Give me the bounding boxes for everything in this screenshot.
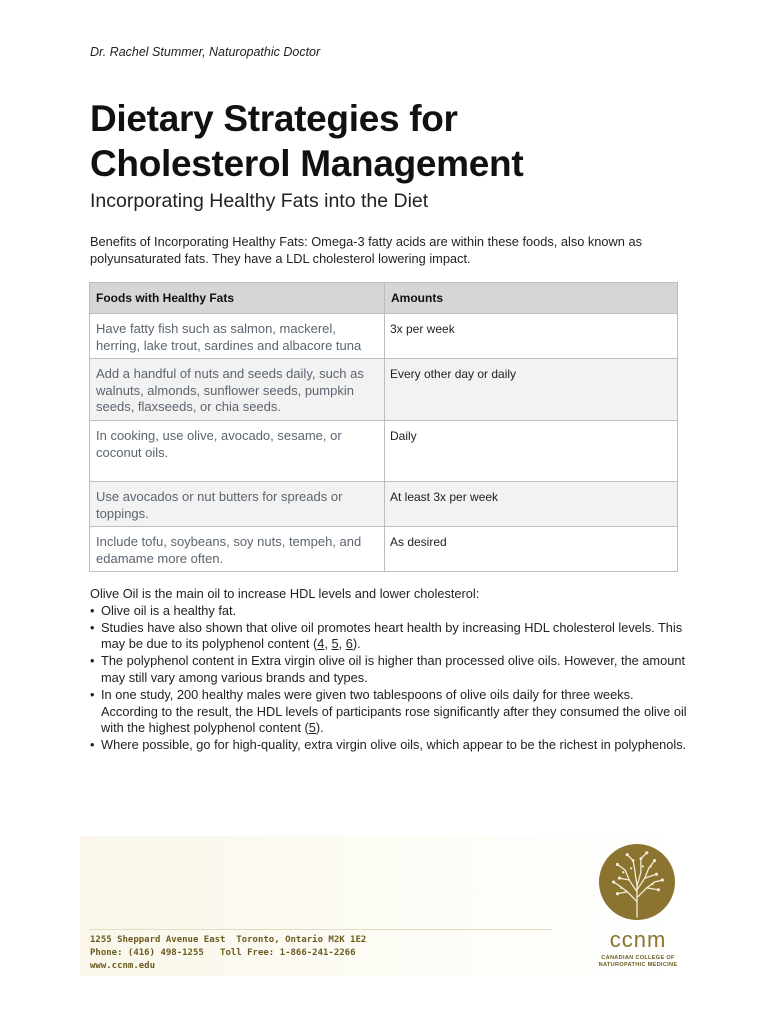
list-item: • Olive oil is a healthy fat. (90, 603, 690, 620)
amount-cell: As desired (385, 527, 678, 572)
ccnm-logo-text: ccnm (609, 927, 667, 952)
table-row (90, 314, 678, 359)
reference-link[interactable]: 4 (317, 636, 325, 652)
footer-web: www.ccnm.edu (90, 961, 156, 971)
reference-link[interactable]: 6 (345, 636, 353, 652)
list-item: • The polyphenol content in Extra virgin olive oil is higher than processed olive oils. However, the amount may still vary among various brands and types. (90, 653, 690, 687)
list-item: • Studies have also shown that olive oil promotes heart health by increasing HDL cholesterol levels. This may be due to its polyphenol content (4, 5, 6). (90, 620, 690, 654)
table-row (90, 359, 678, 421)
food-cell: Include tofu, soybeans, soy nuts, tempeh, and edamame more often. (90, 527, 385, 572)
table-row (90, 527, 678, 572)
olive-oil-list (90, 603, 690, 754)
ccnm-logo-subtitle: CANADIAN COLLEGE OF NATUROPATHIC MEDICINE (598, 955, 678, 968)
table-row (90, 421, 678, 482)
table-row (90, 482, 678, 527)
amount-cell: Every other day or daily (385, 359, 678, 421)
footer-contact (90, 934, 366, 973)
olive-oil-section (90, 586, 690, 754)
intro-paragraph: Benefits of Incorporating Healthy Fats: Omega-3 fatty acids are within these foods, also known as polyunsaturated fats. They have a LDL cholesterol lowering impact. (90, 234, 642, 266)
amount-cell: 3x per week (385, 314, 678, 359)
food-cell: Use avocados or nut butters for spreads or toppings. (90, 482, 385, 527)
header-amounts: Amounts (385, 283, 678, 314)
footer-divider (90, 929, 552, 930)
header-foods: Foods with Healthy Fats (90, 283, 385, 314)
food-cell: Add a handful of nuts and seeds daily, such as walnuts, almonds, sunflower seeds, pumpkin seeds, flaxseeds, or chia seeds. (90, 359, 385, 421)
food-cell: Have fatty fish such as salmon, mackerel, herring, lake trout, sardines and albacore tuna (90, 314, 385, 359)
healthy-fats-table (89, 282, 678, 572)
table-header-row (90, 283, 678, 314)
author-line: Dr. Rachel Stummer, Naturopathic Doctor (90, 45, 321, 59)
title-line-2: Cholesterol Management (90, 143, 524, 184)
food-cell: In cooking, use olive, avocado, sesame, or coconut oils. (90, 421, 385, 482)
footer-phone: Phone: (416) 498-1255 Toll Free: 1-866-241-2266 (90, 948, 356, 958)
list-item: • Where possible, go for high-quality, extra virgin olive oils, which appear to be the richest in polyphenols. (90, 737, 690, 754)
page-title (90, 96, 523, 186)
footer-address: 1255 Sheppard Avenue East Toronto, Ontario M2K 1E2 (90, 935, 367, 945)
reference-link[interactable]: 5 (331, 636, 339, 652)
amount-cell: Daily (385, 421, 678, 482)
amount-cell: At least 3x per week (385, 482, 678, 527)
page-subtitle: Incorporating Healthy Fats into the Diet (90, 190, 429, 212)
olive-oil-lead: Olive Oil is the main oil to increase HDL levels and lower cholesterol: (90, 586, 480, 601)
tree-logo-icon (598, 843, 676, 921)
reference-link[interactable]: 5 (308, 720, 316, 736)
list-item: • In one study, 200 healthy males were given two tablespoons of olive oils daily for three weeks. According to the result, the HDL levels of participants rose significantly after they consumed the olive oil with the highest polyphenol content (5). (90, 687, 690, 737)
title-line-1: Dietary Strategies for (90, 98, 458, 139)
